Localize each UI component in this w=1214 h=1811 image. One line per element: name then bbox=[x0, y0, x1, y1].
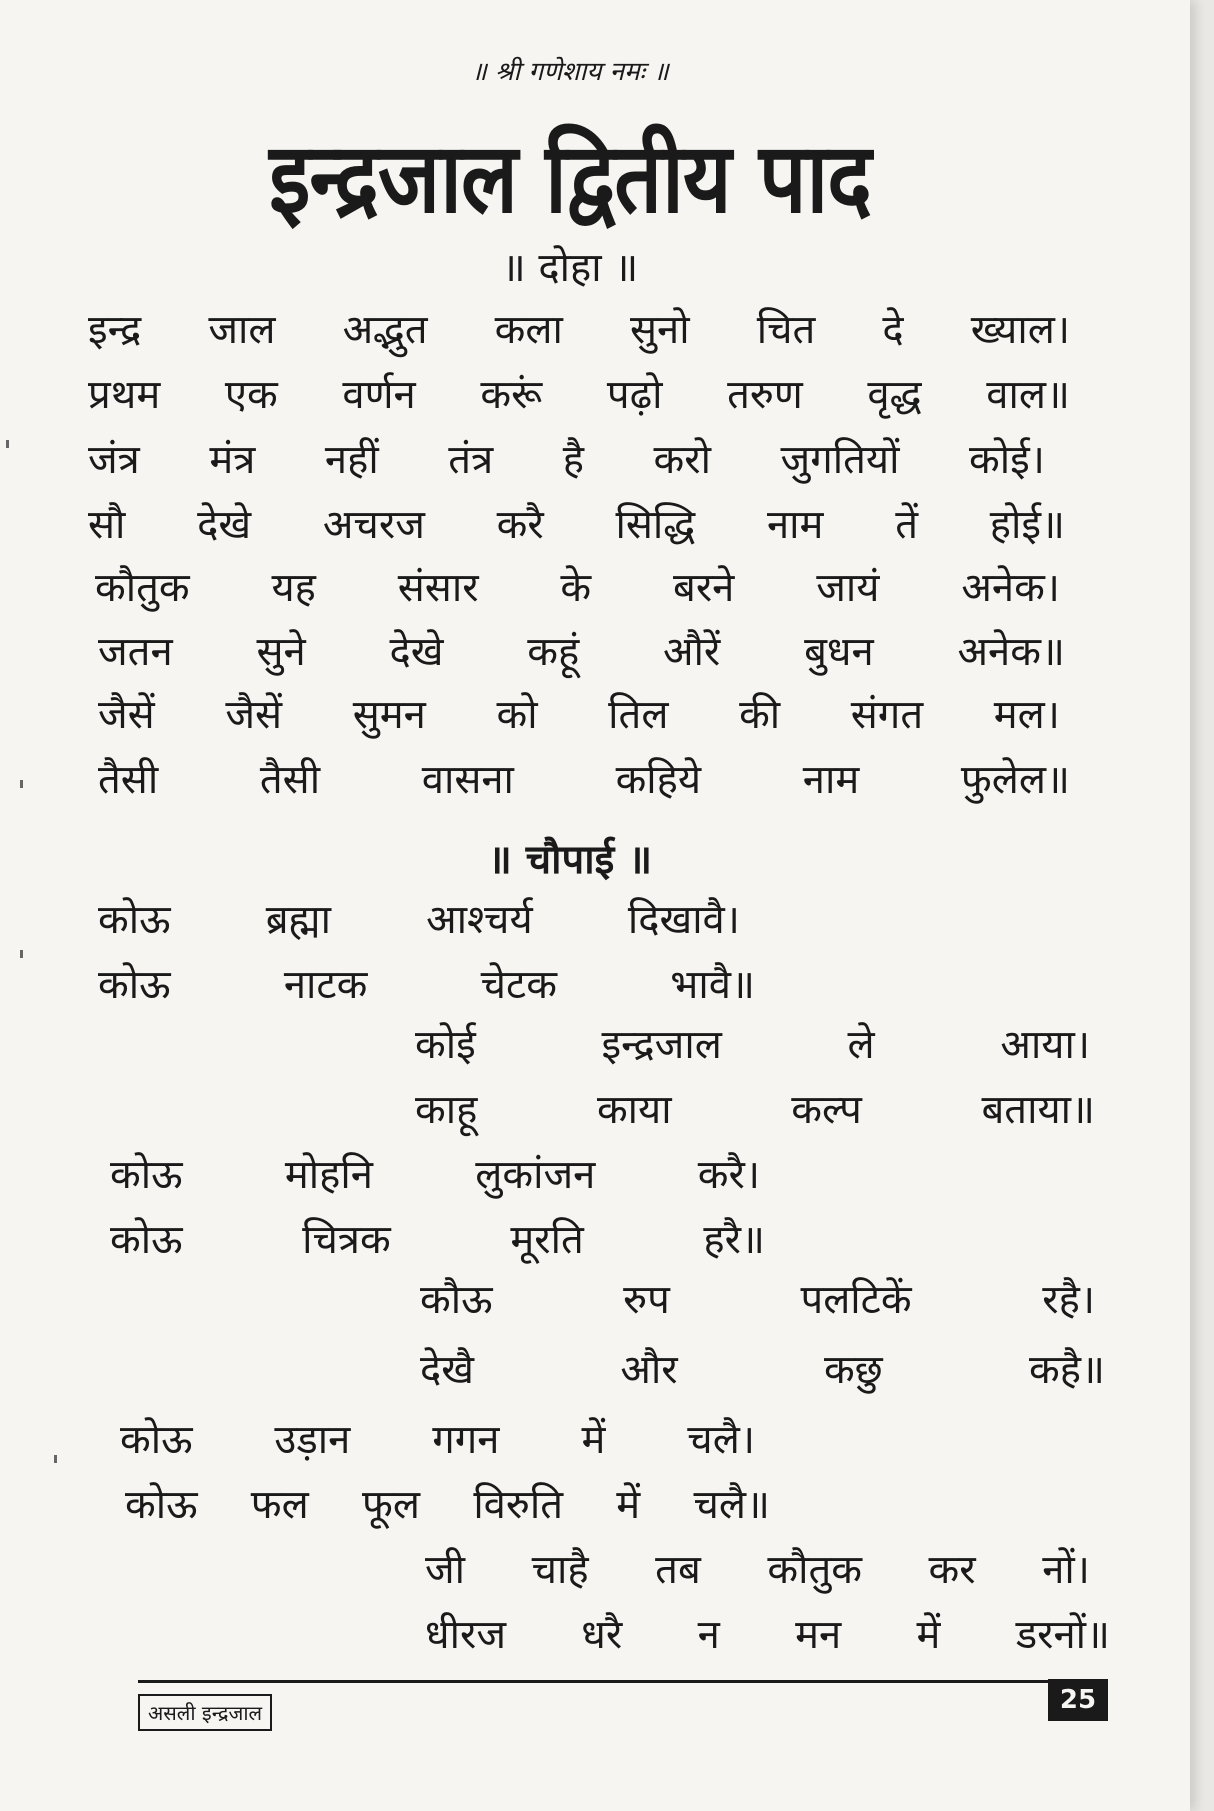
verse-word: न bbox=[697, 1612, 720, 1658]
verse-word: औरें bbox=[663, 629, 721, 675]
verse-word: नों। bbox=[1042, 1547, 1090, 1593]
chaupai-line bbox=[420, 1347, 1105, 1393]
verse-word: तैसी bbox=[259, 757, 321, 803]
verse-word: आया। bbox=[1000, 1022, 1090, 1068]
verse-word: वासना bbox=[421, 757, 514, 803]
verse-word: सुनो bbox=[629, 307, 690, 353]
verse-word: कोऊ bbox=[125, 1482, 198, 1528]
verse-word: अचरज bbox=[322, 502, 425, 548]
verse-word: कोऊ bbox=[110, 1152, 183, 1198]
verse-word: के bbox=[560, 565, 592, 611]
verse-word: फूल bbox=[362, 1482, 421, 1528]
verse-word: मन bbox=[795, 1612, 842, 1658]
chaupai-line bbox=[425, 1547, 1090, 1593]
verse-word: की bbox=[739, 692, 781, 738]
verse-word: है bbox=[562, 437, 584, 483]
margin-mark bbox=[54, 1455, 57, 1463]
verse-word: अनेक॥ bbox=[957, 629, 1065, 675]
verse-word: इन्द्र bbox=[88, 307, 142, 353]
verse-word: जी bbox=[425, 1547, 466, 1593]
verse-word: करूं bbox=[480, 372, 543, 418]
chaupai-line bbox=[425, 1612, 1110, 1658]
verse-word: धीरज bbox=[425, 1612, 506, 1658]
page-title: इन्द्रजाल द्वितीय पाद bbox=[269, 121, 871, 235]
verse-word: में bbox=[916, 1612, 941, 1658]
verse-word: डरनों॥ bbox=[1015, 1612, 1110, 1658]
verse-word: वर्णन bbox=[342, 372, 416, 418]
doha-line bbox=[88, 372, 1070, 418]
verse-word: ब्रह्मा bbox=[265, 897, 331, 943]
verse-word: फुलेल॥ bbox=[960, 757, 1070, 803]
verse-word: वृद्ध bbox=[867, 372, 922, 418]
verse-word: को bbox=[496, 692, 538, 738]
verse-word: तंत्र bbox=[448, 437, 494, 483]
verse-word: संसार bbox=[397, 565, 479, 611]
verse-word: तरुण bbox=[727, 372, 803, 418]
verse-word: सिद्धि bbox=[615, 502, 696, 548]
chaupai-line bbox=[110, 1217, 765, 1263]
verse-word: जंत्र bbox=[88, 437, 140, 483]
verse-word: देखे bbox=[197, 502, 252, 548]
verse-word: तैसी bbox=[98, 757, 159, 803]
doha-line bbox=[88, 502, 1065, 548]
verse-word: तब bbox=[655, 1547, 701, 1593]
verse-word: उड़ान bbox=[274, 1417, 351, 1463]
verse-word: रुप bbox=[623, 1277, 670, 1323]
verse-word: चित्रक bbox=[302, 1217, 391, 1263]
chaupai-line bbox=[98, 962, 755, 1008]
verse-word: कोई। bbox=[969, 437, 1045, 483]
verse-word: कहिये bbox=[615, 757, 702, 803]
verse-word: वाल॥ bbox=[986, 372, 1070, 418]
verse-word: करै। bbox=[697, 1152, 760, 1198]
chaupai-line bbox=[98, 897, 740, 943]
verse-word: कछु bbox=[823, 1347, 883, 1393]
verse-word: यह bbox=[271, 565, 316, 611]
verse-word: फल bbox=[250, 1482, 309, 1528]
verse-word: काहू bbox=[415, 1087, 478, 1133]
verse-word: पलटिकें bbox=[800, 1277, 912, 1323]
margin-mark bbox=[6, 440, 9, 448]
chaupai-line bbox=[420, 1277, 1095, 1323]
verse-word: लुकांजन bbox=[475, 1152, 596, 1198]
verse-word: जैसें bbox=[225, 692, 283, 738]
chaupai-heading: ॥ चौपाई ॥ bbox=[487, 837, 653, 883]
verse-word: नाम bbox=[766, 502, 824, 548]
verse-word: ख्याल। bbox=[970, 307, 1070, 353]
verse-word: बरने bbox=[672, 565, 735, 611]
verse-word: गगन bbox=[432, 1417, 500, 1463]
invocation: ॥ श्री गणेशाय नमः ॥ bbox=[471, 57, 669, 87]
verse-word: विरुति bbox=[473, 1482, 563, 1528]
doha-line bbox=[95, 565, 1060, 611]
verse-word: नहीं bbox=[324, 437, 379, 483]
verse-word: आश्चर्य bbox=[426, 897, 533, 943]
verse-word: भावै॥ bbox=[670, 962, 755, 1008]
verse-word: इन्द्रजाल bbox=[601, 1022, 722, 1068]
verse-word: होई॥ bbox=[989, 502, 1065, 548]
margin-mark bbox=[20, 780, 23, 788]
verse-word: में bbox=[581, 1417, 606, 1463]
verse-word: करो bbox=[653, 437, 711, 483]
verse-word: कोऊ bbox=[110, 1217, 183, 1263]
verse-word: कहै॥ bbox=[1029, 1347, 1105, 1393]
doha-line bbox=[88, 307, 1070, 353]
chaupai-line bbox=[415, 1087, 1095, 1133]
verse-word: कहूं bbox=[527, 629, 580, 675]
verse-word: प्रथम bbox=[88, 372, 161, 418]
footer-rule bbox=[138, 1680, 1108, 1683]
verse-word: अद्भुत bbox=[342, 307, 428, 353]
chaupai-line bbox=[125, 1482, 770, 1528]
verse-word: नाम bbox=[802, 757, 860, 803]
verse-word: कौतुक bbox=[767, 1547, 862, 1593]
verse-word: जुगतियों bbox=[780, 437, 900, 483]
doha-line bbox=[98, 692, 1060, 738]
verse-word: कोऊ bbox=[98, 962, 171, 1008]
footer-book-title: असली इन्द्रजाल bbox=[138, 1694, 272, 1731]
verse-word: कोऊ bbox=[98, 897, 171, 943]
verse-word: हरै॥ bbox=[703, 1217, 765, 1263]
doha-line bbox=[98, 757, 1070, 803]
verse-word: मोहनि bbox=[284, 1152, 373, 1198]
verse-word: सुने bbox=[256, 629, 306, 675]
verse-word: चित bbox=[756, 307, 816, 353]
verse-word: काया bbox=[596, 1087, 672, 1133]
verse-word: चलै॥ bbox=[693, 1482, 770, 1528]
verse-word: बताया॥ bbox=[981, 1087, 1095, 1133]
verse-word: नाटक bbox=[283, 962, 368, 1008]
margin-mark bbox=[20, 950, 23, 958]
chaupai-line bbox=[120, 1417, 755, 1463]
verse-word: अनेक। bbox=[961, 565, 1060, 611]
verse-word: धरै bbox=[581, 1612, 623, 1658]
verse-word: दे bbox=[882, 307, 904, 353]
verse-word: बुधन bbox=[804, 629, 874, 675]
verse-word: देखे bbox=[389, 629, 444, 675]
verse-word: जैसें bbox=[98, 692, 155, 738]
verse-word: ले bbox=[847, 1022, 875, 1068]
verse-word: जतन bbox=[98, 629, 173, 675]
verse-word: रहै। bbox=[1042, 1277, 1095, 1323]
verse-word: पढ़ो bbox=[606, 372, 663, 418]
verse-word: कला bbox=[494, 307, 563, 353]
chaupai-line bbox=[110, 1152, 760, 1198]
verse-word: चलै। bbox=[687, 1417, 755, 1463]
verse-word: कौऊ bbox=[420, 1277, 493, 1323]
verse-word: तिल bbox=[608, 692, 669, 738]
verse-word: एक bbox=[224, 372, 278, 418]
verse-word: तें bbox=[895, 502, 918, 548]
doha-line bbox=[88, 437, 1045, 483]
verse-word: जायं bbox=[816, 565, 880, 611]
verse-word: संगत bbox=[850, 692, 924, 738]
verse-word: कोई bbox=[415, 1022, 476, 1068]
verse-word: देखै bbox=[420, 1347, 474, 1393]
doha-line bbox=[98, 629, 1065, 675]
verse-word: चेटक bbox=[480, 962, 557, 1008]
verse-word: मूरति bbox=[510, 1217, 584, 1263]
verse-word: जाल bbox=[208, 307, 276, 353]
verse-word: मंत्र bbox=[209, 437, 256, 483]
verse-word: मल। bbox=[993, 692, 1060, 738]
verse-word: सौ bbox=[88, 502, 126, 548]
verse-word: में bbox=[616, 1482, 641, 1528]
verse-word: कर bbox=[928, 1547, 976, 1593]
verse-word: कल्प bbox=[791, 1087, 862, 1133]
doha-heading: ॥ दोहा ॥ bbox=[501, 245, 639, 291]
verse-word: कौतुक bbox=[95, 565, 190, 611]
verse-word: कोऊ bbox=[120, 1417, 193, 1463]
verse-word: दिखावै। bbox=[627, 897, 740, 943]
verse-word: और bbox=[620, 1347, 678, 1393]
verse-word: करै bbox=[496, 502, 544, 548]
page-number: 25 bbox=[1048, 1679, 1108, 1721]
verse-word: चाहै bbox=[531, 1547, 589, 1593]
verse-word: सुमन bbox=[352, 692, 426, 738]
chaupai-line bbox=[415, 1022, 1090, 1068]
